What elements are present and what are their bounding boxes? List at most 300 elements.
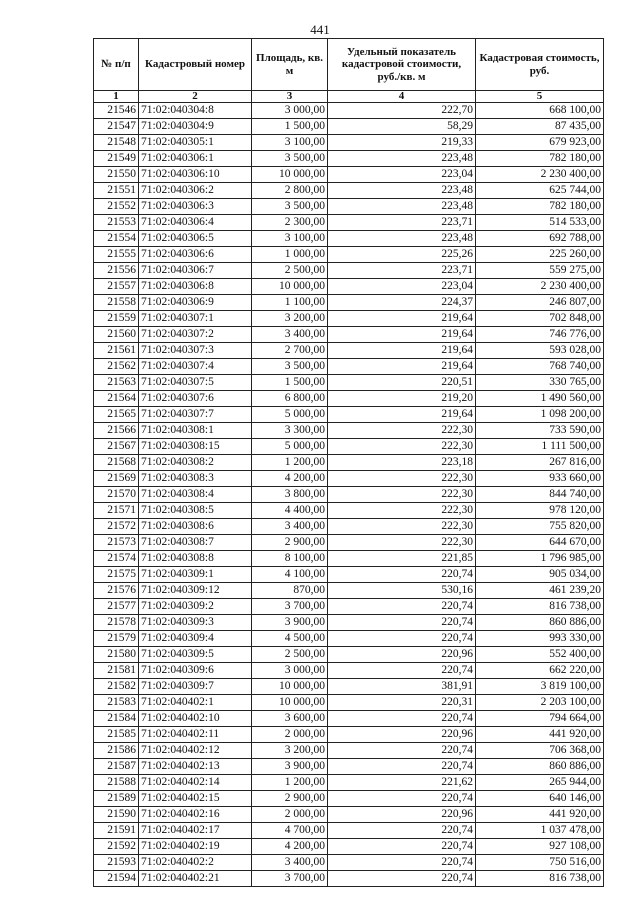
cell-specific-value: 221,85 bbox=[328, 551, 476, 567]
cell-specific-value: 220,74 bbox=[328, 759, 476, 775]
cell-cadastral-value: 1 098 200,00 bbox=[476, 407, 604, 423]
cell-cadastral-number: 71:02:040308:2 bbox=[139, 455, 252, 471]
cell-area: 870,00 bbox=[252, 583, 328, 599]
cell-cadastral-value: 265 944,00 bbox=[476, 775, 604, 791]
cell-area: 10 000,00 bbox=[252, 279, 328, 295]
cell-cadastral-value: 441 920,00 bbox=[476, 727, 604, 743]
cell-cadastral-number: 71:02:040402:10 bbox=[139, 711, 252, 727]
cell-row-number: 21559 bbox=[94, 311, 139, 327]
table-row bbox=[94, 519, 604, 535]
cell-cadastral-value: 816 738,00 bbox=[476, 871, 604, 887]
cell-specific-value: 222,30 bbox=[328, 471, 476, 487]
header-area: Площадь, кв. м bbox=[252, 39, 328, 91]
table-row bbox=[94, 183, 604, 199]
cell-cadastral-value: 2 230 400,00 bbox=[476, 167, 604, 183]
cell-area: 1 100,00 bbox=[252, 295, 328, 311]
cell-cadastral-value: 844 740,00 bbox=[476, 487, 604, 503]
cell-cadastral-value: 733 590,00 bbox=[476, 423, 604, 439]
cell-row-number: 21575 bbox=[94, 567, 139, 583]
cell-cadastral-value: 755 820,00 bbox=[476, 519, 604, 535]
cell-specific-value: 381,91 bbox=[328, 679, 476, 695]
table-row bbox=[94, 775, 604, 791]
cell-cadastral-value: 461 239,20 bbox=[476, 583, 604, 599]
cell-cadastral-number: 71:02:040308:7 bbox=[139, 535, 252, 551]
cell-specific-value: 225,26 bbox=[328, 247, 476, 263]
cell-area: 3 400,00 bbox=[252, 855, 328, 871]
table-row bbox=[94, 695, 604, 711]
table-row bbox=[94, 791, 604, 807]
cell-cadastral-number: 71:02:040307:2 bbox=[139, 327, 252, 343]
cell-cadastral-value: 668 100,00 bbox=[476, 103, 604, 119]
cell-area: 3 200,00 bbox=[252, 743, 328, 759]
cell-cadastral-value: 692 788,00 bbox=[476, 231, 604, 247]
cell-cadastral-number: 71:02:040307:4 bbox=[139, 359, 252, 375]
cell-row-number: 21556 bbox=[94, 263, 139, 279]
table-row bbox=[94, 215, 604, 231]
cell-cadastral-number: 71:02:040308:4 bbox=[139, 487, 252, 503]
cell-cadastral-value: 3 819 100,00 bbox=[476, 679, 604, 695]
cell-row-number: 21594 bbox=[94, 871, 139, 887]
cell-cadastral-number: 71:02:040305:1 bbox=[139, 135, 252, 151]
cell-specific-value: 222,30 bbox=[328, 487, 476, 503]
cell-cadastral-value: 330 765,00 bbox=[476, 375, 604, 391]
cell-row-number: 21551 bbox=[94, 183, 139, 199]
header-cadastral-value: Кадастровая стоимость, руб. bbox=[476, 39, 604, 91]
cadastral-value-table bbox=[93, 38, 604, 887]
header-cadastral-number: Кадастровый номер bbox=[139, 39, 252, 91]
table-row bbox=[94, 631, 604, 647]
cell-row-number: 21591 bbox=[94, 823, 139, 839]
cell-area: 3 300,00 bbox=[252, 423, 328, 439]
cell-cadastral-number: 71:02:040307:7 bbox=[139, 407, 252, 423]
cell-cadastral-number: 71:02:040309:6 bbox=[139, 663, 252, 679]
cell-row-number: 21592 bbox=[94, 839, 139, 855]
cell-cadastral-value: 782 180,00 bbox=[476, 151, 604, 167]
cell-area: 8 100,00 bbox=[252, 551, 328, 567]
cell-cadastral-number: 71:02:040304:8 bbox=[139, 103, 252, 119]
cell-cadastral-number: 71:02:040306:3 bbox=[139, 199, 252, 215]
cell-row-number: 21593 bbox=[94, 855, 139, 871]
cell-specific-value: 223,04 bbox=[328, 167, 476, 183]
cell-cadastral-value: 87 435,00 bbox=[476, 119, 604, 135]
cell-cadastral-number: 71:02:040306:10 bbox=[139, 167, 252, 183]
cell-row-number: 21573 bbox=[94, 535, 139, 551]
cell-cadastral-number: 71:02:040307:6 bbox=[139, 391, 252, 407]
cell-specific-value: 223,71 bbox=[328, 215, 476, 231]
cell-cadastral-number: 71:02:040402:21 bbox=[139, 871, 252, 887]
cell-specific-value: 220,96 bbox=[328, 807, 476, 823]
cell-specific-value: 222,30 bbox=[328, 535, 476, 551]
cell-specific-value: 220,74 bbox=[328, 599, 476, 615]
table-row bbox=[94, 615, 604, 631]
table-row bbox=[94, 119, 604, 135]
table-row bbox=[94, 647, 604, 663]
cell-specific-value: 223,71 bbox=[328, 263, 476, 279]
table-row bbox=[94, 359, 604, 375]
cell-specific-value: 220,74 bbox=[328, 855, 476, 871]
cell-row-number: 21579 bbox=[94, 631, 139, 647]
cell-area: 4 100,00 bbox=[252, 567, 328, 583]
cell-row-number: 21574 bbox=[94, 551, 139, 567]
cell-row-number: 21555 bbox=[94, 247, 139, 263]
cell-cadastral-value: 706 368,00 bbox=[476, 743, 604, 759]
page-number: 441 bbox=[310, 22, 330, 37]
cell-specific-value: 220,74 bbox=[328, 871, 476, 887]
cell-cadastral-value: 552 400,00 bbox=[476, 647, 604, 663]
cell-area: 2 900,00 bbox=[252, 535, 328, 551]
column-number-row bbox=[94, 91, 604, 103]
cell-specific-value: 219,64 bbox=[328, 359, 476, 375]
table-row bbox=[94, 167, 604, 183]
cell-specific-value: 223,04 bbox=[328, 279, 476, 295]
cell-row-number: 21562 bbox=[94, 359, 139, 375]
table-row bbox=[94, 743, 604, 759]
table-row bbox=[94, 439, 604, 455]
table-row bbox=[94, 551, 604, 567]
table-row bbox=[94, 471, 604, 487]
cell-row-number: 21583 bbox=[94, 695, 139, 711]
cell-row-number: 21590 bbox=[94, 807, 139, 823]
cell-area: 2 000,00 bbox=[252, 727, 328, 743]
table-row bbox=[94, 839, 604, 855]
cell-row-number: 21565 bbox=[94, 407, 139, 423]
cell-cadastral-value: 267 816,00 bbox=[476, 455, 604, 471]
table-row bbox=[94, 567, 604, 583]
table-row bbox=[94, 535, 604, 551]
cell-specific-value: 219,64 bbox=[328, 327, 476, 343]
cell-cadastral-value: 1 111 500,00 bbox=[476, 439, 604, 455]
cell-row-number: 21570 bbox=[94, 487, 139, 503]
table-row bbox=[94, 503, 604, 519]
cell-area: 4 200,00 bbox=[252, 839, 328, 855]
cell-cadastral-number: 71:02:040309:7 bbox=[139, 679, 252, 695]
table-row bbox=[94, 423, 604, 439]
cell-cadastral-value: 593 028,00 bbox=[476, 343, 604, 359]
cell-row-number: 21581 bbox=[94, 663, 139, 679]
cell-row-number: 21548 bbox=[94, 135, 139, 151]
cell-row-number: 21577 bbox=[94, 599, 139, 615]
table-row bbox=[94, 103, 604, 119]
column-number: 2 bbox=[139, 91, 252, 103]
cell-specific-value: 220,74 bbox=[328, 663, 476, 679]
cell-area: 3 500,00 bbox=[252, 359, 328, 375]
cell-area: 3 000,00 bbox=[252, 103, 328, 119]
cell-specific-value: 223,48 bbox=[328, 151, 476, 167]
cell-cadastral-value: 978 120,00 bbox=[476, 503, 604, 519]
cell-cadastral-number: 71:02:040402:16 bbox=[139, 807, 252, 823]
cell-row-number: 21589 bbox=[94, 791, 139, 807]
cell-specific-value: 223,18 bbox=[328, 455, 476, 471]
cell-cadastral-value: 1 490 560,00 bbox=[476, 391, 604, 407]
table-row bbox=[94, 663, 604, 679]
cell-area: 2 500,00 bbox=[252, 647, 328, 663]
cell-specific-value: 222,30 bbox=[328, 423, 476, 439]
header-row-number: № п/п bbox=[94, 39, 139, 91]
cell-cadastral-number: 71:02:040402:15 bbox=[139, 791, 252, 807]
cell-cadastral-number: 71:02:040402:2 bbox=[139, 855, 252, 871]
cell-row-number: 21586 bbox=[94, 743, 139, 759]
cell-specific-value: 220,51 bbox=[328, 375, 476, 391]
column-number: 3 bbox=[252, 91, 328, 103]
cell-cadastral-value: 750 516,00 bbox=[476, 855, 604, 871]
cell-cadastral-number: 71:02:040402:11 bbox=[139, 727, 252, 743]
cell-specific-value: 223,48 bbox=[328, 199, 476, 215]
cell-row-number: 21588 bbox=[94, 775, 139, 791]
table-row bbox=[94, 263, 604, 279]
cell-specific-value: 221,62 bbox=[328, 775, 476, 791]
cell-cadastral-value: 794 664,00 bbox=[476, 711, 604, 727]
cell-cadastral-value: 860 886,00 bbox=[476, 759, 604, 775]
cell-cadastral-value: 746 776,00 bbox=[476, 327, 604, 343]
cell-specific-value: 219,64 bbox=[328, 343, 476, 359]
cell-area: 2 300,00 bbox=[252, 215, 328, 231]
table-row bbox=[94, 727, 604, 743]
table-row bbox=[94, 311, 604, 327]
table-row bbox=[94, 199, 604, 215]
cell-area: 1 000,00 bbox=[252, 247, 328, 263]
cell-area: 1 200,00 bbox=[252, 455, 328, 471]
cell-cadastral-number: 71:02:040309:1 bbox=[139, 567, 252, 583]
cell-specific-value: 220,74 bbox=[328, 823, 476, 839]
cell-cadastral-value: 625 744,00 bbox=[476, 183, 604, 199]
cell-row-number: 21584 bbox=[94, 711, 139, 727]
cell-cadastral-number: 71:02:040402:19 bbox=[139, 839, 252, 855]
cell-cadastral-number: 71:02:040309:12 bbox=[139, 583, 252, 599]
table-row bbox=[94, 807, 604, 823]
cell-area: 4 500,00 bbox=[252, 631, 328, 647]
cell-specific-value: 220,96 bbox=[328, 647, 476, 663]
cell-specific-value: 219,33 bbox=[328, 135, 476, 151]
cell-row-number: 21568 bbox=[94, 455, 139, 471]
cell-cadastral-value: 662 220,00 bbox=[476, 663, 604, 679]
cell-cadastral-number: 71:02:040402:1 bbox=[139, 695, 252, 711]
cell-cadastral-number: 71:02:040402:13 bbox=[139, 759, 252, 775]
cell-area: 6 800,00 bbox=[252, 391, 328, 407]
cell-specific-value: 530,16 bbox=[328, 583, 476, 599]
cell-cadastral-number: 71:02:040304:9 bbox=[139, 119, 252, 135]
cell-cadastral-number: 71:02:040308:8 bbox=[139, 551, 252, 567]
table-row bbox=[94, 855, 604, 871]
cell-cadastral-number: 71:02:040306:8 bbox=[139, 279, 252, 295]
cell-cadastral-number: 71:02:040307:1 bbox=[139, 311, 252, 327]
cell-row-number: 21569 bbox=[94, 471, 139, 487]
cell-cadastral-value: 225 260,00 bbox=[476, 247, 604, 263]
cell-area: 3 800,00 bbox=[252, 487, 328, 503]
cell-specific-value: 220,74 bbox=[328, 631, 476, 647]
cell-row-number: 21567 bbox=[94, 439, 139, 455]
cell-area: 3 500,00 bbox=[252, 199, 328, 215]
cell-cadastral-number: 71:02:040402:17 bbox=[139, 823, 252, 839]
cell-cadastral-number: 71:02:040308:3 bbox=[139, 471, 252, 487]
cell-area: 3 400,00 bbox=[252, 519, 328, 535]
cell-specific-value: 58,29 bbox=[328, 119, 476, 135]
table-row bbox=[94, 407, 604, 423]
cell-row-number: 21587 bbox=[94, 759, 139, 775]
cell-cadastral-value: 933 660,00 bbox=[476, 471, 604, 487]
table-row bbox=[94, 135, 604, 151]
cell-cadastral-number: 71:02:040308:1 bbox=[139, 423, 252, 439]
cell-specific-value: 219,64 bbox=[328, 407, 476, 423]
cell-row-number: 21554 bbox=[94, 231, 139, 247]
cell-area: 10 000,00 bbox=[252, 695, 328, 711]
table-row bbox=[94, 247, 604, 263]
cell-cadastral-number: 71:02:040306:4 bbox=[139, 215, 252, 231]
cell-area: 2 500,00 bbox=[252, 263, 328, 279]
table-row bbox=[94, 871, 604, 887]
cell-cadastral-value: 782 180,00 bbox=[476, 199, 604, 215]
cell-specific-value: 220,74 bbox=[328, 567, 476, 583]
cell-cadastral-value: 559 275,00 bbox=[476, 263, 604, 279]
cell-area: 10 000,00 bbox=[252, 167, 328, 183]
cell-row-number: 21571 bbox=[94, 503, 139, 519]
cell-area: 1 200,00 bbox=[252, 775, 328, 791]
cell-specific-value: 220,74 bbox=[328, 791, 476, 807]
cell-cadastral-value: 905 034,00 bbox=[476, 567, 604, 583]
cell-specific-value: 220,31 bbox=[328, 695, 476, 711]
cell-cadastral-value: 993 330,00 bbox=[476, 631, 604, 647]
cell-cadastral-value: 679 923,00 bbox=[476, 135, 604, 151]
cell-row-number: 21552 bbox=[94, 199, 139, 215]
table-row bbox=[94, 151, 604, 167]
cell-area: 2 000,00 bbox=[252, 807, 328, 823]
cell-cadastral-number: 71:02:040309:3 bbox=[139, 615, 252, 631]
cell-specific-value: 222,30 bbox=[328, 519, 476, 535]
column-number: 1 bbox=[94, 91, 139, 103]
table-row bbox=[94, 599, 604, 615]
cell-cadastral-value: 514 533,00 bbox=[476, 215, 604, 231]
cell-area: 3 900,00 bbox=[252, 615, 328, 631]
cell-row-number: 21560 bbox=[94, 327, 139, 343]
cell-row-number: 21546 bbox=[94, 103, 139, 119]
cell-area: 2 800,00 bbox=[252, 183, 328, 199]
cell-specific-value: 219,20 bbox=[328, 391, 476, 407]
table-row bbox=[94, 343, 604, 359]
cell-cadastral-value: 246 807,00 bbox=[476, 295, 604, 311]
cell-area: 5 000,00 bbox=[252, 439, 328, 455]
cell-cadastral-number: 71:02:040306:7 bbox=[139, 263, 252, 279]
cell-cadastral-number: 71:02:040309:4 bbox=[139, 631, 252, 647]
cell-cadastral-number: 71:02:040309:2 bbox=[139, 599, 252, 615]
cell-cadastral-value: 702 848,00 bbox=[476, 311, 604, 327]
cell-row-number: 21547 bbox=[94, 119, 139, 135]
cell-area: 3 100,00 bbox=[252, 231, 328, 247]
column-number: 4 bbox=[328, 91, 476, 103]
table-row bbox=[94, 231, 604, 247]
table-row bbox=[94, 375, 604, 391]
cell-specific-value: 220,74 bbox=[328, 615, 476, 631]
cell-cadastral-value: 768 740,00 bbox=[476, 359, 604, 375]
cell-area: 3 100,00 bbox=[252, 135, 328, 151]
cell-row-number: 21558 bbox=[94, 295, 139, 311]
table-row bbox=[94, 391, 604, 407]
table-row bbox=[94, 679, 604, 695]
cell-cadastral-value: 640 146,00 bbox=[476, 791, 604, 807]
cell-cadastral-number: 71:02:040308:5 bbox=[139, 503, 252, 519]
cell-row-number: 21572 bbox=[94, 519, 139, 535]
table-row bbox=[94, 327, 604, 343]
cell-specific-value: 220,74 bbox=[328, 839, 476, 855]
cell-area: 4 700,00 bbox=[252, 823, 328, 839]
cell-cadastral-number: 71:02:040306:1 bbox=[139, 151, 252, 167]
cell-area: 4 400,00 bbox=[252, 503, 328, 519]
cell-area: 2 700,00 bbox=[252, 343, 328, 359]
cell-area: 3 500,00 bbox=[252, 151, 328, 167]
cell-cadastral-value: 816 738,00 bbox=[476, 599, 604, 615]
cell-specific-value: 223,48 bbox=[328, 231, 476, 247]
cell-row-number: 21557 bbox=[94, 279, 139, 295]
cell-area: 3 700,00 bbox=[252, 871, 328, 887]
cell-cadastral-value: 1 796 985,00 bbox=[476, 551, 604, 567]
cell-cadastral-value: 2 230 400,00 bbox=[476, 279, 604, 295]
header-specific-value: Удельный показатель кадастровой стоимости, руб./кв. м bbox=[328, 39, 476, 91]
cell-row-number: 21576 bbox=[94, 583, 139, 599]
cell-cadastral-number: 71:02:040307:3 bbox=[139, 343, 252, 359]
cell-cadastral-number: 71:02:040306:9 bbox=[139, 295, 252, 311]
cell-row-number: 21566 bbox=[94, 423, 139, 439]
column-number: 5 bbox=[476, 91, 604, 103]
table-row bbox=[94, 455, 604, 471]
cell-area: 3 600,00 bbox=[252, 711, 328, 727]
cell-row-number: 21564 bbox=[94, 391, 139, 407]
cell-specific-value: 224,37 bbox=[328, 295, 476, 311]
cell-row-number: 21580 bbox=[94, 647, 139, 663]
table-row bbox=[94, 487, 604, 503]
cell-row-number: 21553 bbox=[94, 215, 139, 231]
cell-cadastral-number: 71:02:040306:5 bbox=[139, 231, 252, 247]
cell-row-number: 21550 bbox=[94, 167, 139, 183]
cell-area: 5 000,00 bbox=[252, 407, 328, 423]
cell-cadastral-number: 71:02:040402:12 bbox=[139, 743, 252, 759]
table-row bbox=[94, 279, 604, 295]
cell-specific-value: 222,30 bbox=[328, 439, 476, 455]
table-row bbox=[94, 583, 604, 599]
cell-specific-value: 219,64 bbox=[328, 311, 476, 327]
table-row bbox=[94, 711, 604, 727]
cell-specific-value: 220,74 bbox=[328, 743, 476, 759]
cell-area: 4 200,00 bbox=[252, 471, 328, 487]
cell-cadastral-number: 71:02:040309:5 bbox=[139, 647, 252, 663]
cell-cadastral-value: 927 108,00 bbox=[476, 839, 604, 855]
cell-area: 1 500,00 bbox=[252, 375, 328, 391]
table-row bbox=[94, 295, 604, 311]
cell-cadastral-value: 860 886,00 bbox=[476, 615, 604, 631]
cell-specific-value: 223,48 bbox=[328, 183, 476, 199]
table-row bbox=[94, 759, 604, 775]
cell-cadastral-number: 71:02:040306:6 bbox=[139, 247, 252, 263]
cell-cadastral-number: 71:02:040306:2 bbox=[139, 183, 252, 199]
cell-area: 1 500,00 bbox=[252, 119, 328, 135]
table-body bbox=[94, 103, 604, 887]
cell-row-number: 21561 bbox=[94, 343, 139, 359]
cell-row-number: 21563 bbox=[94, 375, 139, 391]
cell-specific-value: 220,74 bbox=[328, 711, 476, 727]
cell-area: 3 700,00 bbox=[252, 599, 328, 615]
table-header-row bbox=[94, 39, 604, 91]
cell-cadastral-value: 1 037 478,00 bbox=[476, 823, 604, 839]
cell-specific-value: 222,70 bbox=[328, 103, 476, 119]
cell-row-number: 21582 bbox=[94, 679, 139, 695]
cell-area: 10 000,00 bbox=[252, 679, 328, 695]
cell-area: 3 000,00 bbox=[252, 663, 328, 679]
cell-cadastral-number: 71:02:040402:14 bbox=[139, 775, 252, 791]
cell-cadastral-number: 71:02:040307:5 bbox=[139, 375, 252, 391]
cell-area: 2 900,00 bbox=[252, 791, 328, 807]
cell-cadastral-number: 71:02:040308:6 bbox=[139, 519, 252, 535]
cell-cadastral-number: 71:02:040308:15 bbox=[139, 439, 252, 455]
cell-specific-value: 220,96 bbox=[328, 727, 476, 743]
cell-specific-value: 222,30 bbox=[328, 503, 476, 519]
cell-cadastral-value: 441 920,00 bbox=[476, 807, 604, 823]
